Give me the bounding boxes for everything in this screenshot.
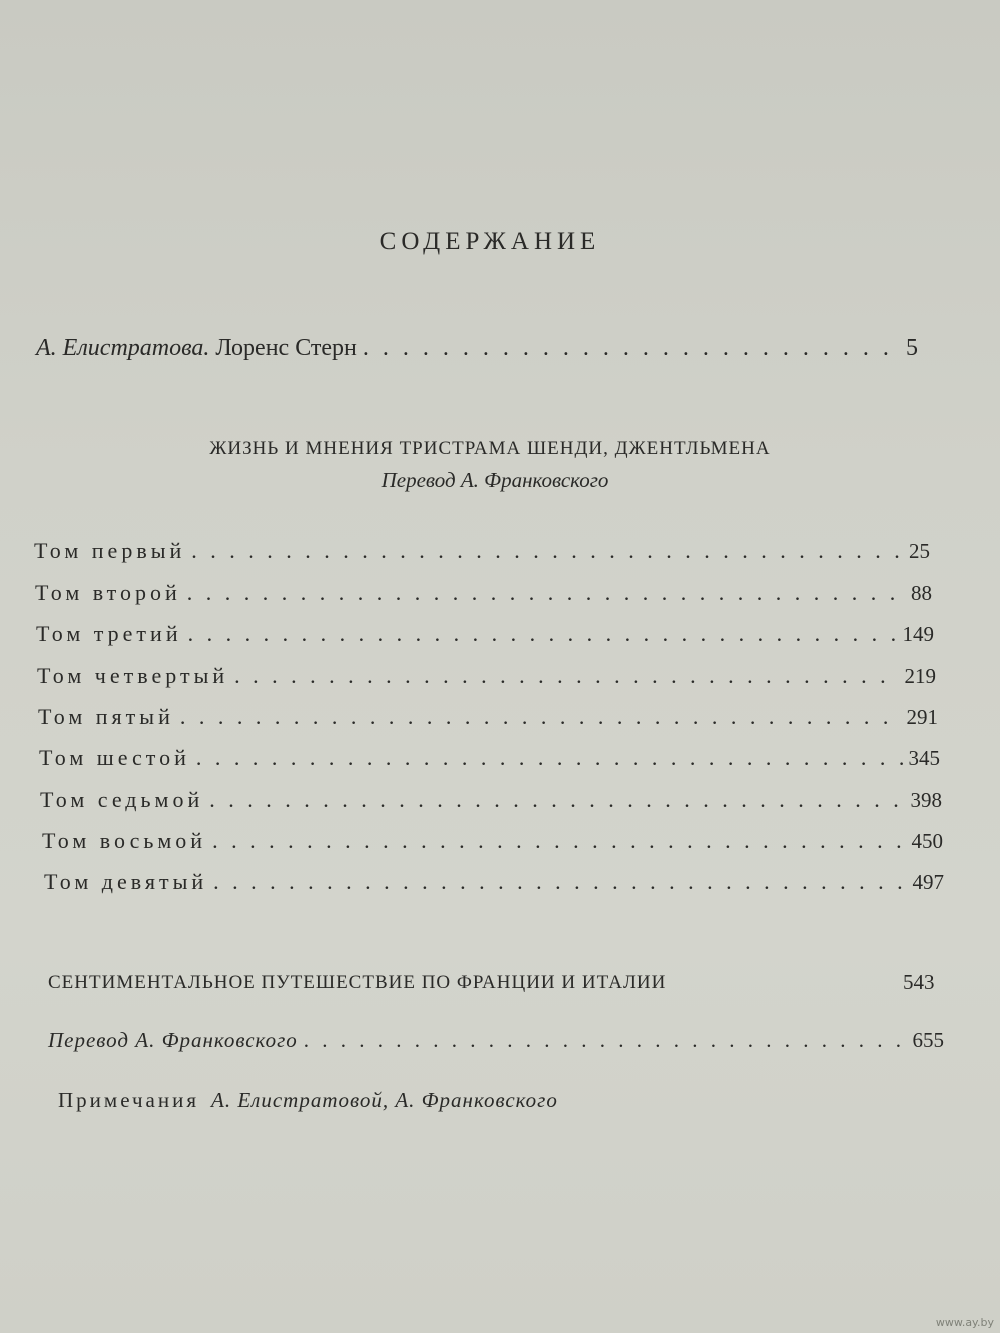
volume-label: Том седьмой [40, 787, 204, 812]
toc-entry-volume-3 [36, 621, 934, 647]
toc-entry-volume-5 [38, 704, 938, 730]
toc-entry-volume-1 [34, 538, 930, 564]
page-number: 219 [904, 664, 936, 688]
toc-entry-volume-8 [42, 828, 943, 854]
toc-entry-volume-9 [44, 869, 944, 895]
leader-dots [213, 869, 906, 895]
page-number: 5 [906, 335, 918, 361]
intro-author: А. Елистратова. [36, 335, 210, 361]
volume-label: Том четвертый [37, 663, 229, 688]
toc-entry-volume-7 [40, 787, 942, 813]
leader-dots [187, 580, 905, 606]
toc-entry-notes [58, 1088, 778, 1113]
toc-entry-volume-2 [35, 580, 932, 606]
toc-entry-volume-4 [37, 663, 936, 689]
leader-dots [191, 538, 903, 564]
intro-title: Лоренс Стерн [215, 335, 357, 361]
sentimental-journey-title: СЕНТИМЕНТАЛЬНОЕ ПУТЕШЕСТВИЕ ПО ФРАНЦИИ И ИТАЛИИ [48, 972, 667, 993]
notes-label: Примечания [58, 1088, 200, 1112]
toc-entry-volume-6 [39, 745, 940, 771]
leader-dots [212, 828, 905, 854]
contents-heading: СОДЕРЖАНИЕ [379, 228, 601, 255]
leader-dots [304, 1028, 907, 1053]
tristram-translator: Перевод А. Франковского [381, 468, 609, 492]
volume-label: Том девятый [44, 869, 208, 894]
toc-entry-label [36, 335, 357, 362]
page-number: 450 [911, 829, 943, 853]
page-number: 655 [912, 1028, 944, 1052]
page-number: 345 [908, 746, 940, 770]
volume-label: Том второй [35, 580, 181, 605]
toc-entry-intro [36, 335, 918, 362]
leader-dots [196, 745, 903, 771]
watermark: www.ay.by [935, 1316, 994, 1329]
page-number: 149 [902, 622, 934, 646]
leader-dots [363, 335, 900, 362]
leader-dots [234, 663, 898, 689]
leader-dots [209, 787, 904, 813]
page-number: 88 [911, 581, 932, 605]
notes-authors: А. Елистратовой, А. Франковского [211, 1088, 558, 1112]
volume-label: Том третий [36, 621, 182, 646]
page-number: 497 [912, 870, 944, 894]
page-number: 25 [909, 539, 930, 563]
page-number: 291 [906, 705, 938, 729]
page-number: 543 [903, 970, 935, 994]
tristram-section-title: ЖИЗНЬ И МНЕНИЯ ТРИСТРАМА ШЕНДИ, ДЖЕНТЛЬМЕНА [209, 438, 771, 459]
volume-label: Том восьмой [42, 828, 207, 853]
leader-dots [188, 621, 897, 647]
volume-label: Том пятый [38, 704, 174, 729]
volume-label: Том шестой [39, 745, 190, 770]
page-number: 398 [910, 788, 942, 812]
sentimental-translator: Перевод А. Франковского [48, 1028, 298, 1052]
volume-label: Том первый [34, 538, 186, 563]
toc-entry-sentimental-translation [48, 1028, 944, 1053]
leader-dots [180, 704, 901, 730]
